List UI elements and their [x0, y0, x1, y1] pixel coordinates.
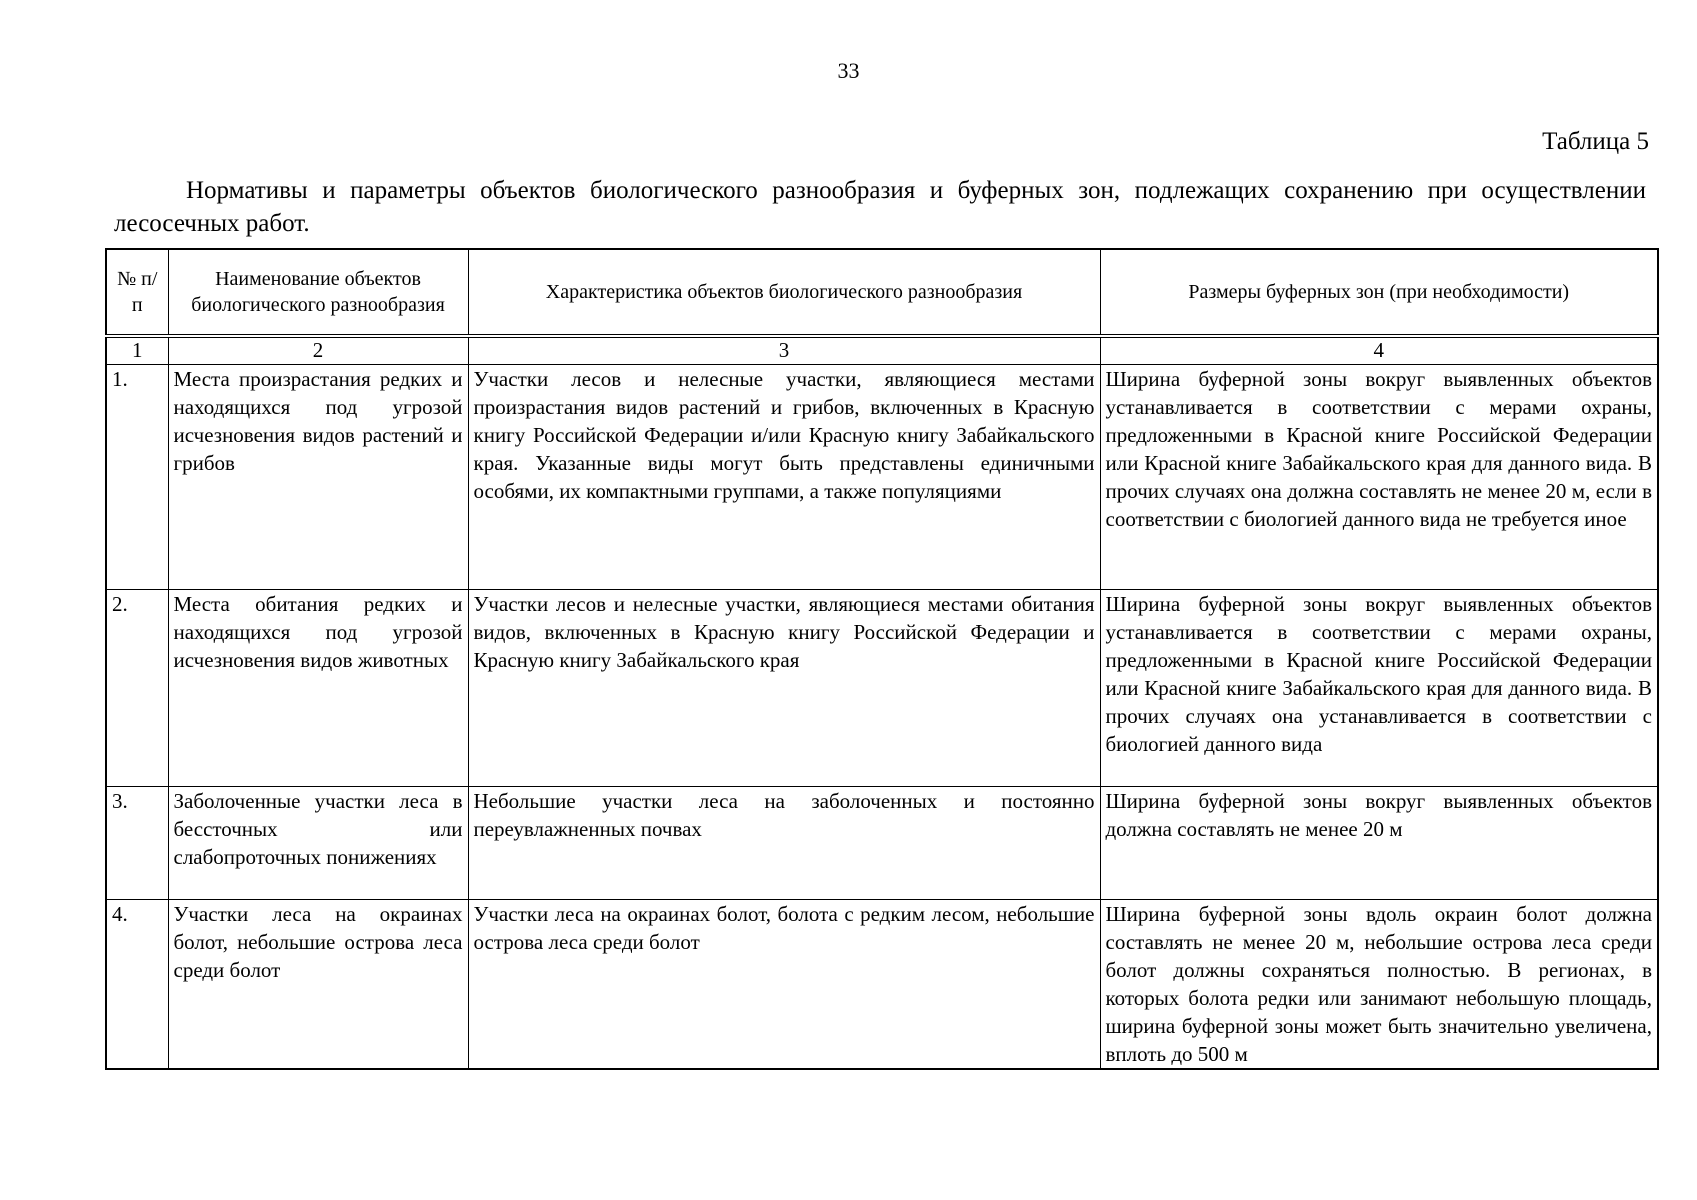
buffer-zone-size: Ширина буферной зоны вокруг выявленных объектов должна составлять не менее 20 м [1100, 787, 1658, 900]
column-numbering-row [106, 336, 1658, 365]
table-row [106, 590, 1658, 787]
header-buffer: Размеры буферных зон (при необходимости) [1100, 249, 1658, 336]
document-title: Нормативы и параметры объектов биологического разнообразия и буферных зон, подлежащих сохранению при осуществлении лесосечных работ. [114, 177, 1646, 237]
object-name: Места обитания редких и находящихся под угрозой исчезновения видов животных [168, 590, 468, 787]
page-number: 33 [837, 58, 860, 83]
header-description: Характеристика объектов биологического разнообразия [468, 249, 1100, 336]
object-description: Участки лесов и нелесные участки, являющиеся местами обитания видов, включенных в Красную книгу Российской Федерации и Красную книгу Забайкальского края [468, 590, 1100, 787]
object-name: Места произрастания редких и находящихся под угрозой исчезновения видов растений и грибов [168, 365, 468, 590]
row-number: 2. [106, 590, 168, 787]
table-row [106, 900, 1658, 1070]
row-number: 1. [106, 365, 168, 590]
object-description: Участки лесов и нелесные участки, являющиеся местами произрастания видов растений и грибов, включенных в Красную книгу Российской Федерации и/или Красную книгу Забайкальского края. Указанные виды могут быть представлены единичными особями, их компактными группами, а также популяциями [468, 365, 1100, 590]
row-number: 3. [106, 787, 168, 900]
table-label: Таблица 5 [1542, 128, 1649, 155]
object-description: Небольшие участки леса на заболоченных и постоянно переувлажненных почвах [468, 787, 1100, 900]
buffer-zone-size: Ширина буферной зоны вокруг выявленных объектов устанавливается в соответствии с мерами охраны, предложенными в Красной книге Российской Федерации или Красной книге Забайкальского края для данного вида. В прочих случаях она должна составлять не менее 20 м, если в соответствии с биологией данного вида не требуется иное [1100, 365, 1658, 590]
object-description: Участки леса на окраинах болот, болота с редким лесом, небольшие острова леса среди болот [468, 900, 1100, 1070]
column-number: 3 [468, 336, 1100, 365]
table-header-row [106, 249, 1658, 336]
column-number: 1 [106, 336, 168, 365]
object-name: Заболоченные участки леса в бессточных или слабопроточных понижениях [168, 787, 468, 900]
column-number: 2 [168, 336, 468, 365]
header-name: Наименование объектов биологического разнообразия [168, 249, 468, 336]
object-name: Участки леса на окраинах болот, небольшие острова леса среди болот [168, 900, 468, 1070]
table-row [106, 787, 1658, 900]
buffer-zone-size: Ширина буферной зоны вокруг выявленных объектов устанавливается в соответствии с мерами охраны, предложенными в Красной книге Российской Федерации или Красной книге Забайкальского края для данного вида. В прочих случаях она устанавливается в соответствии с биологией данного вида [1100, 590, 1658, 787]
header-num: № п/п [106, 249, 168, 336]
buffer-zone-size: Ширина буферной зоны вдоль окраин болот должна составлять не менее 20 м, небольшие острова леса среди болот должны сохраняться полностью. В регионах, в которых болота редки или занимают небольшую площадь, ширина буферной зоны может быть значительно увеличена, вплоть до 500 м [1100, 900, 1658, 1070]
row-number: 4. [106, 900, 168, 1070]
norms-table [105, 248, 1659, 1070]
column-number: 4 [1100, 336, 1658, 365]
table-row [106, 365, 1658, 590]
